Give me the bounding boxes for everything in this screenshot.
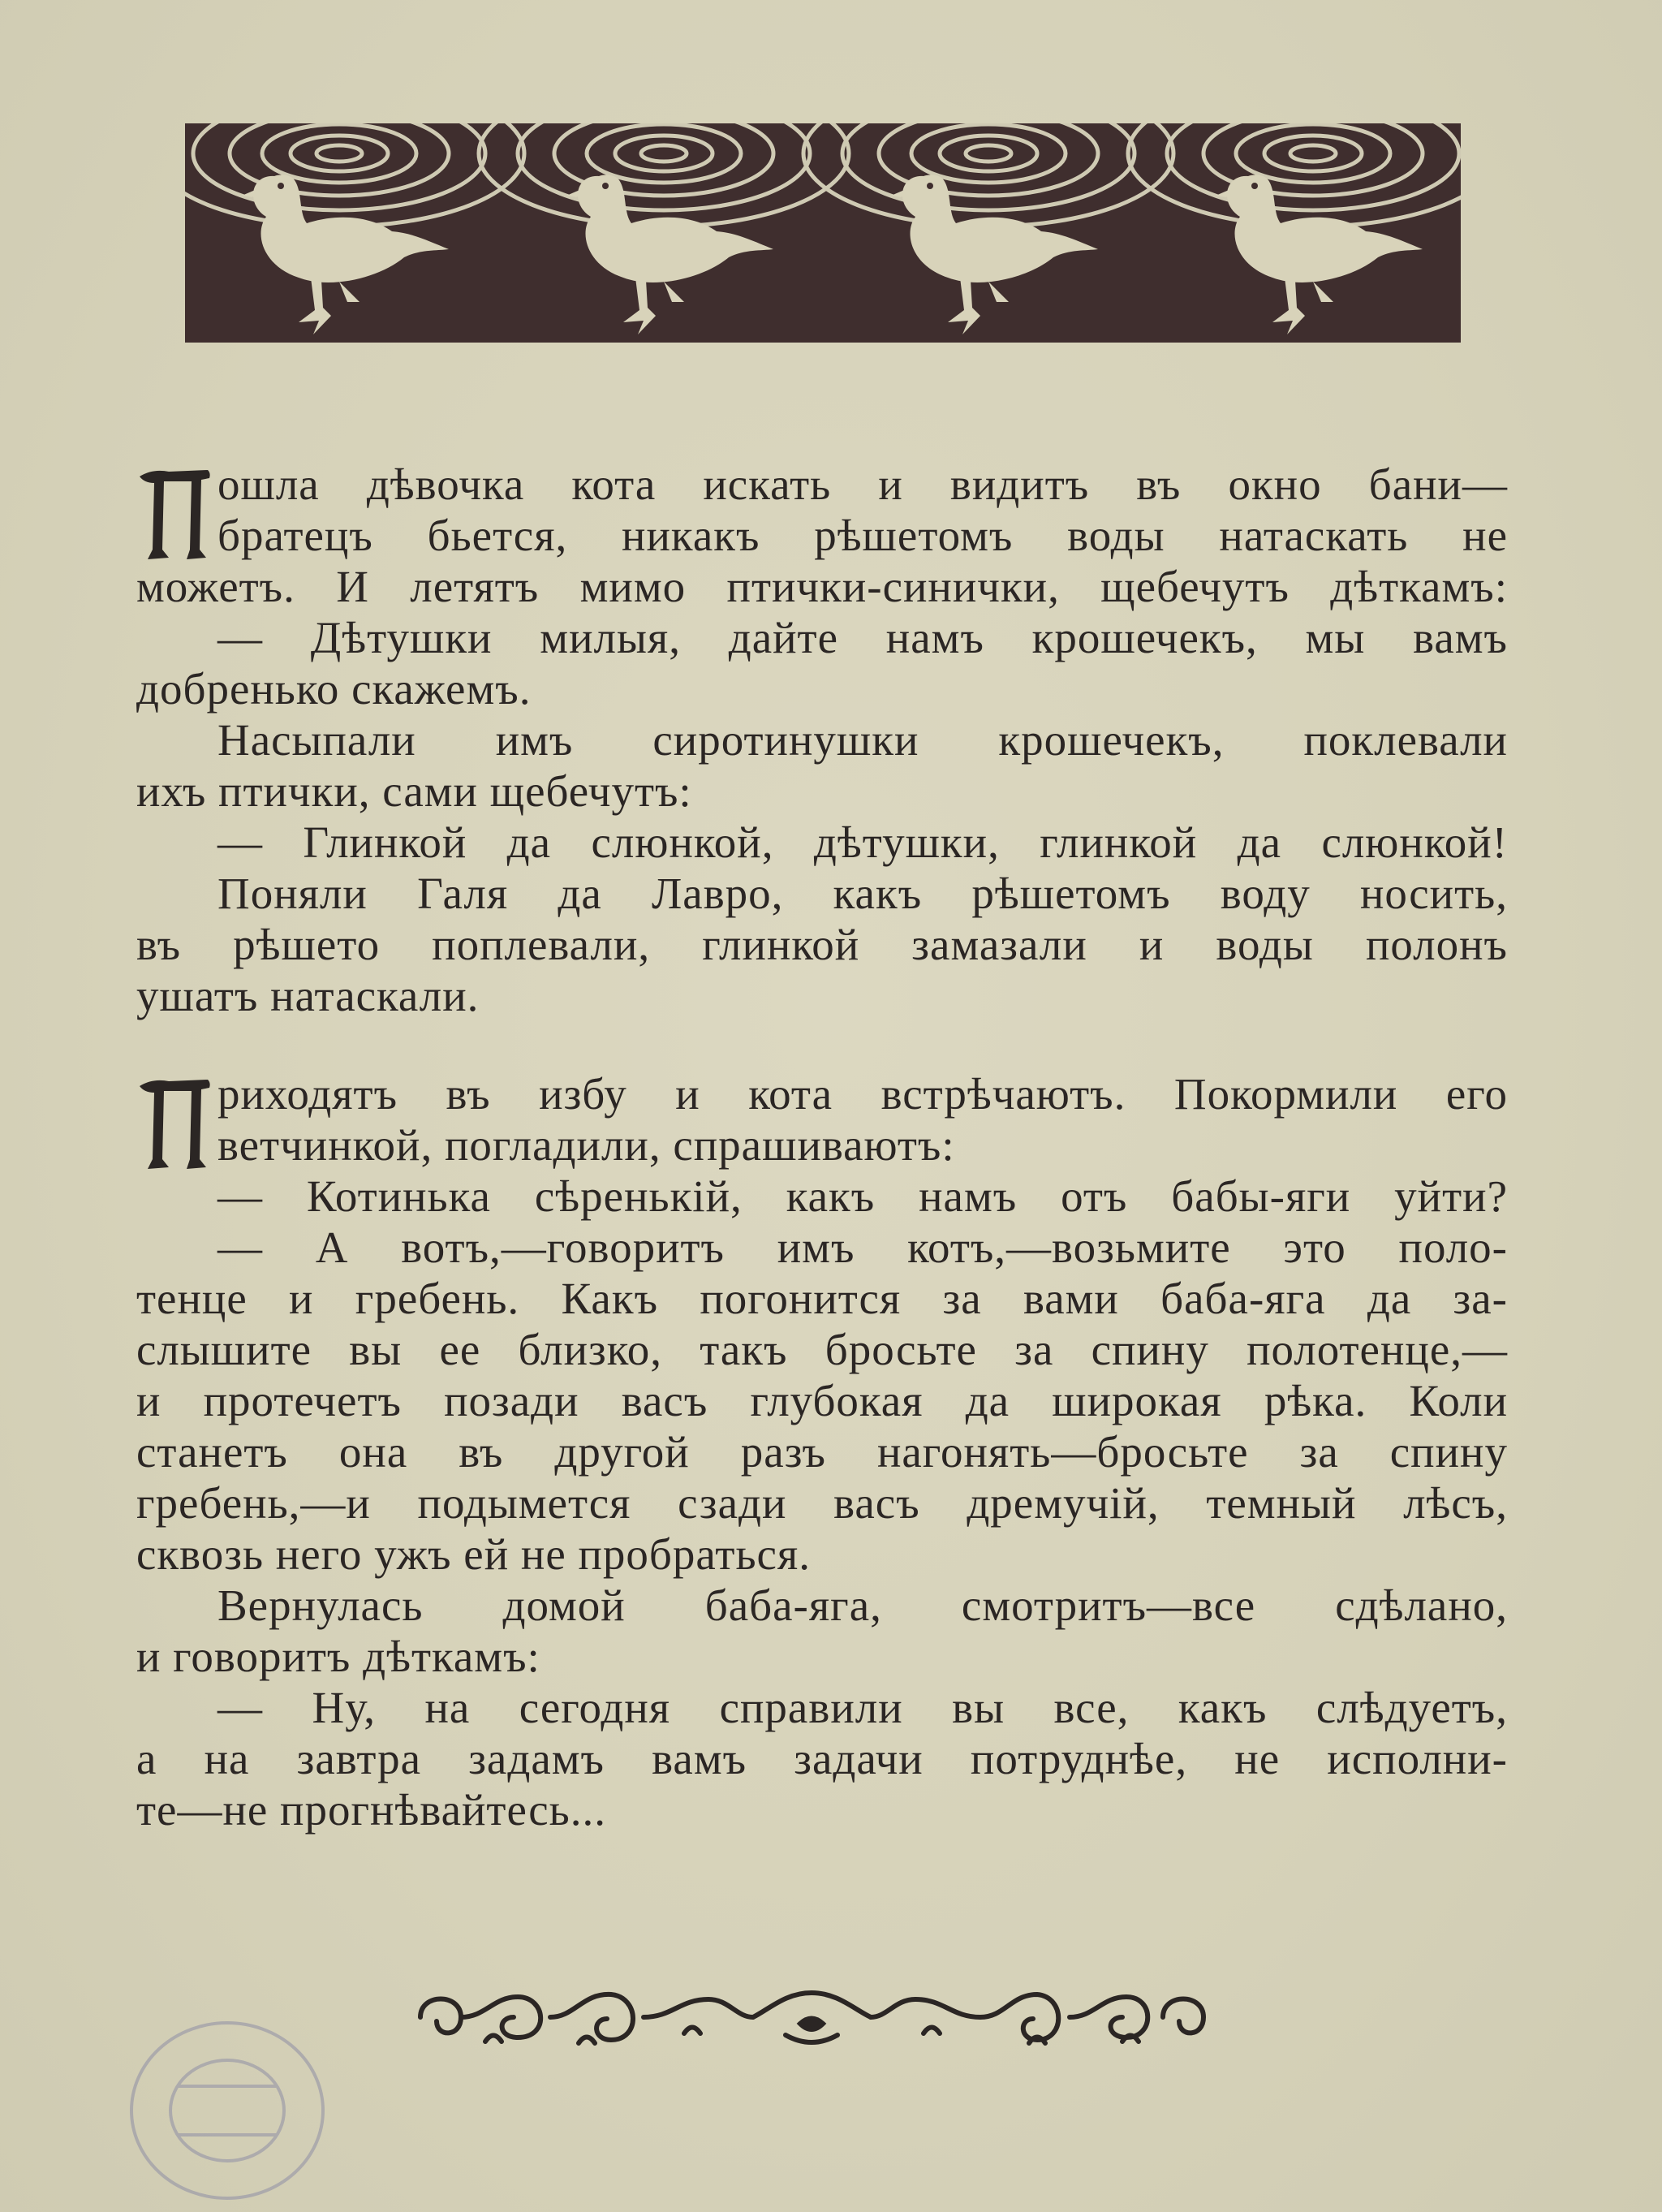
- text-line: ошла дѣвочка кота искать и видитъ въ окно бани—: [217, 459, 1508, 509]
- section-2: [136, 1068, 1508, 1835]
- floral-flourish-icon: [404, 1977, 1220, 2058]
- library-stamp-icon: [122, 2013, 333, 2208]
- text-line: — Дѣтушки милыя, дайте намъ крошечекъ, мы вамъ: [217, 613, 1508, 662]
- text-line: и говоритъ дѣткамъ:: [136, 1632, 540, 1681]
- drop-cap: [136, 1075, 214, 1171]
- text-line: въ рѣшето поплевали, глинкой замазали и воды полонъ: [136, 920, 1508, 969]
- text-line: а на завтра задамъ вамъ задачи потруднѣе, не исполни-: [136, 1734, 1508, 1783]
- story-text: [136, 459, 1508, 1835]
- text-line: — Глинкой да слюнкой, дѣтушки, глинкой да слюнкой!: [217, 817, 1508, 867]
- drop-cap: [136, 465, 214, 561]
- text-line: можетъ. И летятъ мимо птички-синички, щебечутъ дѣткамъ:: [136, 562, 1508, 611]
- text-line: и протечетъ позади васъ глубокая да широкая рѣка. Коли: [136, 1376, 1508, 1425]
- text-line: ихъ птички, сами щебечутъ:: [136, 766, 692, 816]
- text-line: Насыпали имъ сиротинушки крошечекъ, поклевали: [217, 715, 1508, 765]
- text-line: станетъ она въ другой разъ нагонять—бросьте за спину: [136, 1427, 1508, 1477]
- text-line: Вернулась домой баба-яга, смотритъ—все сдѣлано,: [217, 1580, 1508, 1630]
- text-line: ушатъ натаскали.: [136, 971, 480, 1020]
- text-line: слышите вы ее близко, такъ бросьте за спину полотенце,—: [136, 1325, 1508, 1374]
- text-line: братецъ бьется, никакъ рѣшетомъ воды натаскать не: [217, 511, 1508, 560]
- text-line: ветчинкой, погладили, спрашиваютъ:: [217, 1120, 955, 1170]
- geese-ornament-banner: [185, 123, 1461, 343]
- text-line: тенце и гребень. Какъ погонится за вами баба-яга да за-: [136, 1274, 1508, 1323]
- text-line: риходятъ въ избу и кота встрѣчаютъ. Покормили его: [217, 1069, 1508, 1119]
- text-line: сквозь него ужъ ей не пробраться.: [136, 1529, 811, 1579]
- section-1: [136, 459, 1508, 1021]
- text-line: гребень,—и подымется сзади васъ дремучій, темный лѣсъ,: [136, 1478, 1508, 1528]
- text-line: Поняли Галя да Лавро, какъ рѣшетомъ воду носить,: [217, 869, 1508, 918]
- text-line: — Ну, на сегодня справили вы все, какъ слѣдуетъ,: [217, 1683, 1508, 1732]
- text-line: — Котинька сѣренькій, какъ намъ отъ бабы-яги уйти?: [217, 1171, 1508, 1221]
- text-line: добренько скажемъ.: [136, 664, 532, 714]
- text-line: те—не прогнѣвайтесь...: [136, 1785, 606, 1835]
- text-line: — А вотъ,—говоритъ имъ котъ,—возьмите это поло-: [217, 1222, 1508, 1272]
